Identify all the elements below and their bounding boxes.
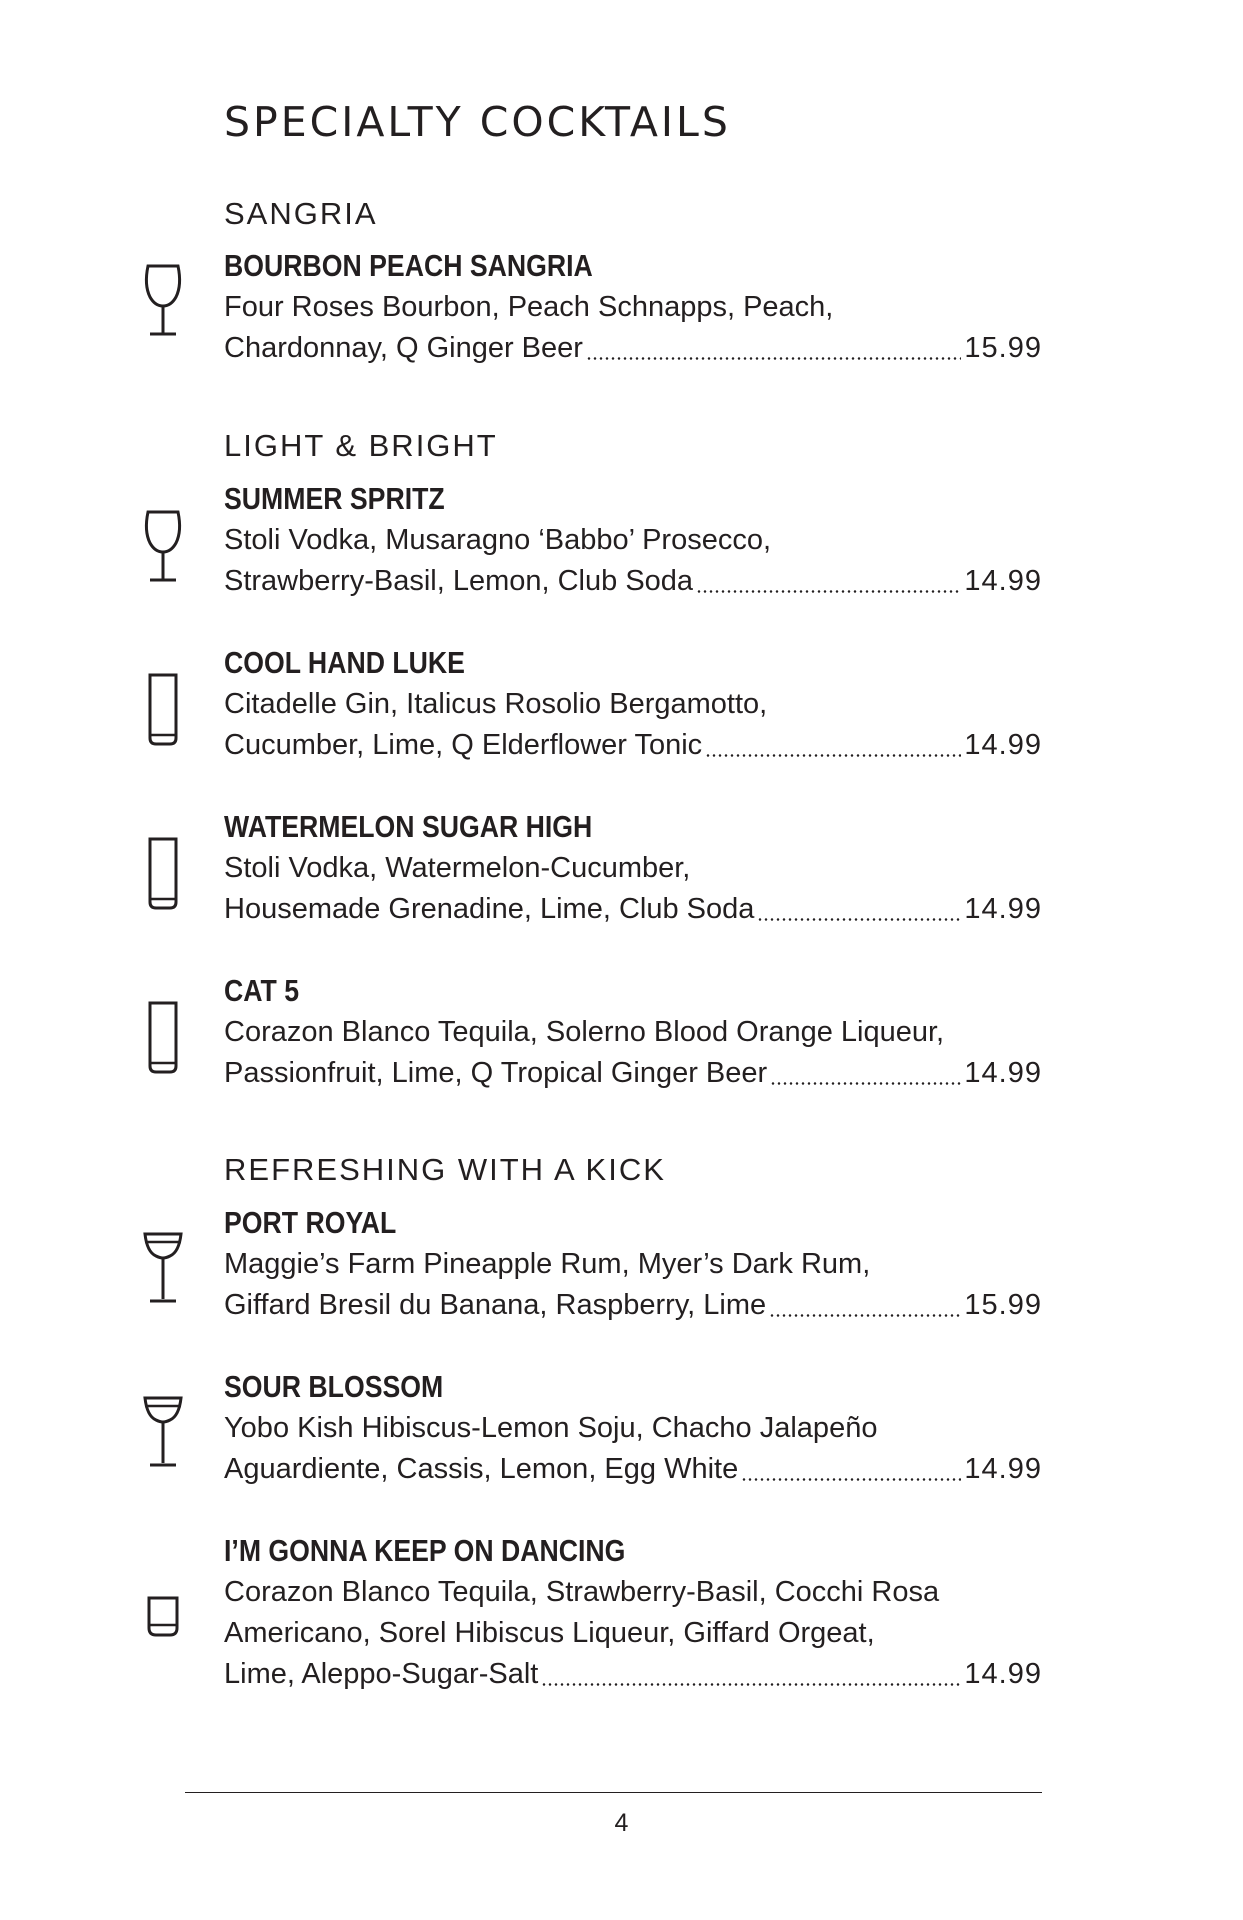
- menu-item-cat-5: [224, 970, 1042, 1094]
- highball-glass-icon: [140, 1000, 186, 1076]
- item-name: I’M GONNA KEEP ON DANCING: [224, 1533, 626, 1568]
- item-description: Housemade Grenadine, Lime, Club Soda: [224, 893, 755, 925]
- item-description: Four Roses Bourbon, Peach Schnapps, Peach,: [224, 291, 834, 323]
- item-description: Stoli Vodka, Musaragno ‘Babbo’ Prosecco,: [224, 524, 772, 556]
- dot-leader: [541, 1683, 961, 1686]
- item-description: Corazon Blanco Tequila, Solerno Blood Orange Liqueur,: [224, 1016, 945, 1048]
- item-description: Citadelle Gin, Italicus Rosolio Bergamotto,: [224, 688, 768, 720]
- rocks-glass-icon: [140, 1578, 186, 1654]
- highball-glass-icon: [140, 836, 186, 912]
- dot-leader: [757, 918, 961, 921]
- item-name: PORT ROYAL: [224, 1205, 397, 1240]
- dot-leader: [705, 754, 961, 757]
- item-description: Stoli Vodka, Watermelon-Cucumber,: [224, 852, 691, 884]
- item-description: Corazon Blanco Tequila, Strawberry-Basil, Cocchi Rosa: [224, 1576, 940, 1608]
- dot-leader: [769, 1314, 961, 1317]
- footer-rule: [185, 1792, 1042, 1793]
- section-heading-refreshing-with-a-kick: REFRESHING WITH A KICK: [224, 1152, 666, 1187]
- menu-item-cool-hand-luke: [224, 642, 1042, 766]
- menu-item-watermelon-sugar-high: [224, 806, 1042, 930]
- item-description: Chardonnay, Q Ginger Beer: [224, 332, 583, 364]
- menu-item-sour-blossom: [224, 1366, 1042, 1490]
- menu-item-bourbon-peach-sangria: [224, 245, 1042, 369]
- item-name: WATERMELON SUGAR HIGH: [224, 809, 593, 844]
- highball-glass-icon: [140, 672, 186, 748]
- menu-item-port-royal: [224, 1202, 1042, 1326]
- menu-item-summer-spritz: [224, 478, 1042, 602]
- item-description: Yobo Kish Hibiscus-Lemon Soju, Chacho Jalapeño: [224, 1412, 878, 1444]
- menu-item-im-gonna-keep-on-dancing: [224, 1530, 1042, 1695]
- item-description: Strawberry-Basil, Lemon, Club Soda: [224, 565, 694, 597]
- item-description: Giffard Bresil du Banana, Raspberry, Lime: [224, 1289, 767, 1321]
- item-description: Maggie’s Farm Pineapple Rum, Myer’s Dark Rum,: [224, 1248, 871, 1280]
- dot-leader: [770, 1082, 961, 1085]
- item-price: 14.99: [964, 729, 1042, 761]
- item-name: SUMMER SPRITZ: [224, 481, 445, 516]
- page-title: SPECIALTY COCKTAILS: [224, 98, 731, 146]
- section-heading-sangria: SANGRIA: [224, 196, 378, 231]
- dot-leader: [696, 590, 961, 593]
- item-name: BOURBON PEACH SANGRIA: [224, 248, 593, 283]
- item-description: Cucumber, Lime, Q Elderflower Tonic: [224, 729, 703, 761]
- dot-leader: [586, 357, 961, 360]
- item-description: Americano, Sorel Hibiscus Liqueur, Giffard Orgeat,: [224, 1617, 875, 1649]
- item-name: CAT 5: [224, 973, 300, 1008]
- coupe-glass-icon: [140, 1230, 186, 1306]
- coupe-glass-icon: [140, 1394, 186, 1470]
- section-heading-light-bright: LIGHT & BRIGHT: [224, 428, 498, 463]
- wine-glass-icon: [140, 509, 186, 585]
- wine-glass-icon: [140, 263, 186, 339]
- item-description: Lime, Aleppo-Sugar-Salt: [224, 1658, 539, 1690]
- item-price: 15.99: [964, 332, 1042, 364]
- item-description: Passionfruit, Lime, Q Tropical Ginger Beer: [224, 1057, 768, 1089]
- dot-leader: [741, 1478, 961, 1481]
- item-price: 14.99: [964, 565, 1042, 597]
- page-number: 4: [614, 1809, 629, 1837]
- item-name: SOUR BLOSSOM: [224, 1369, 444, 1404]
- item-price: 14.99: [964, 1658, 1042, 1690]
- item-description: Aguardiente, Cassis, Lemon, Egg White: [224, 1453, 739, 1485]
- item-price: 15.99: [964, 1289, 1042, 1321]
- item-price: 14.99: [964, 893, 1042, 925]
- item-price: 14.99: [964, 1453, 1042, 1485]
- item-name: COOL HAND LUKE: [224, 645, 465, 680]
- item-price: 14.99: [964, 1057, 1042, 1089]
